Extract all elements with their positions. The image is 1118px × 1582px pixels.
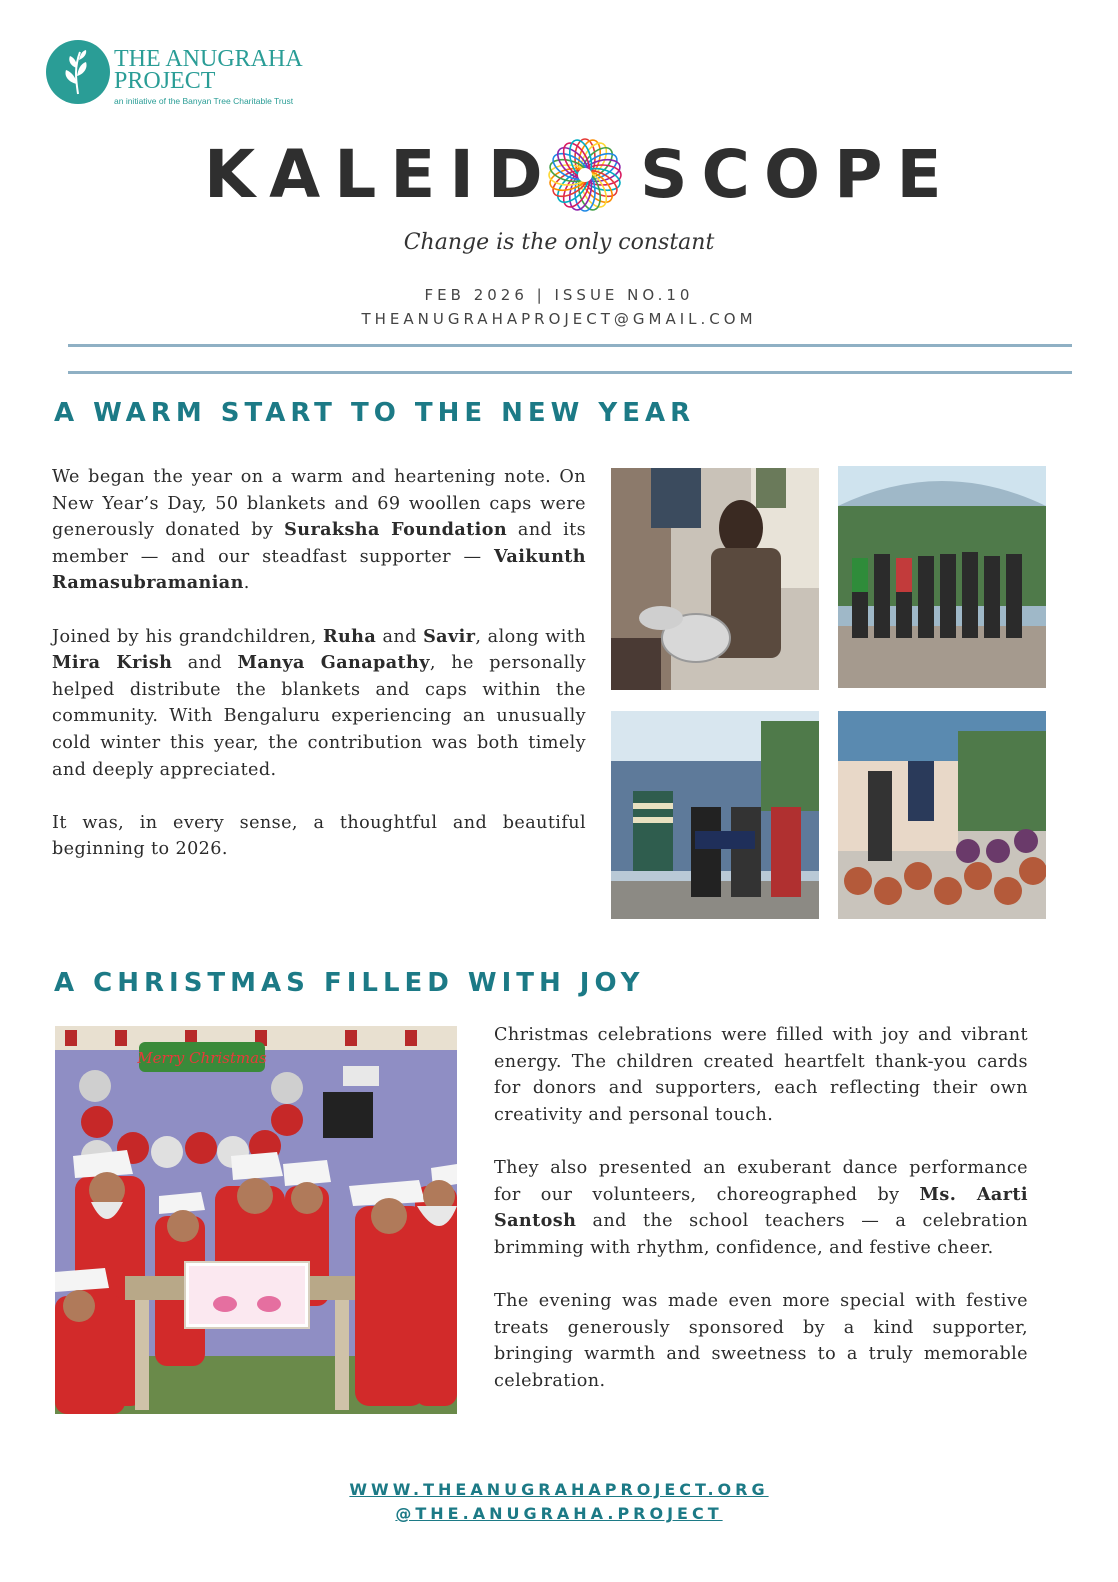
banyan-leaf-icon	[46, 40, 110, 104]
merry-christmas-banner: Merry Christmas	[137, 1049, 267, 1067]
section-heading-christmas: A CHRISTMAS FILLED WITH JOY	[54, 968, 645, 998]
website-link[interactable]: WWW.THEANUGRAHAPROJECT.ORG	[349, 1480, 769, 1499]
paragraph: Joined by his grandchildren, Ruha and Savir, along with Mira Krish and Manya Ganapathy, he personally helped distribute the blankets and caps within the community. With Bengaluru experiencing an unusually cold winter this year, the contribution was both timely and deeply appreciated.	[52, 625, 586, 780]
divider	[68, 371, 1072, 374]
paragraph: Christmas celebrations were filled with joy and vibrant energy. The children created heartfelt thank-you cards for donors and supporters, each reflecting their own creativity and personal touch.	[494, 1025, 1028, 1125]
organization-subtitle: an initiative of the Banyan Tree Charitable Trust	[114, 96, 294, 106]
photo-community-distribution	[838, 711, 1046, 919]
photo-blanket-distribution	[611, 468, 819, 690]
masthead-title-left: KALEID	[204, 136, 557, 213]
tagline: Change is the only constant	[403, 230, 715, 255]
issue-info: FEB 2026 | ISSUE NO.10	[424, 286, 694, 304]
newsletter-masthead	[0, 128, 1118, 228]
paragraph: They also presented an exuberant dance performance for our volunteers, choreographed by Ms. Aarti Santosh and the school teachers — a celebration brimming with rhythm, confidence, and festive cheer.	[494, 1157, 1028, 1258]
organization-name: THE ANUGRAHA PROJECT	[114, 46, 302, 94]
photo-group-volunteers	[838, 466, 1046, 688]
paragraph: It was, in every sense, a thoughtful and beautiful beginning to 2026.	[52, 812, 586, 860]
contact-email[interactable]: THEANUGRAHAPROJECT@GMAIL.COM	[361, 310, 757, 328]
kaleidoscope-emblem-icon	[538, 128, 632, 222]
emblem-center	[578, 168, 592, 182]
paragraph: The evening was made even more special with festive treats generously sponsored by a kind supporter, bringing warmth and sweetness to a truly memorable celebration.	[494, 1290, 1028, 1391]
masthead-title-right: SCOPE	[640, 136, 956, 213]
section-body-christmas	[494, 1022, 1028, 1394]
divider	[68, 344, 1072, 347]
social-handle-link[interactable]: @THE.ANUGRAHA.PROJECT	[395, 1504, 723, 1523]
photo-youth-with-blankets	[611, 711, 819, 919]
paragraph: We began the year on a warm and heartening note. On New Year’s Day, 50 blankets and 69 woollen caps were generously donated by Suraksha Foundation and its member — and our steadfast supporter — Vaikunth Ramasubramanian.	[52, 467, 586, 594]
section-body-new-year	[52, 464, 586, 863]
organization-logo	[46, 40, 316, 110]
section-heading-new-year: A WARM START TO THE NEW YEAR	[54, 398, 696, 428]
photo-christmas-celebration	[55, 1026, 457, 1414]
